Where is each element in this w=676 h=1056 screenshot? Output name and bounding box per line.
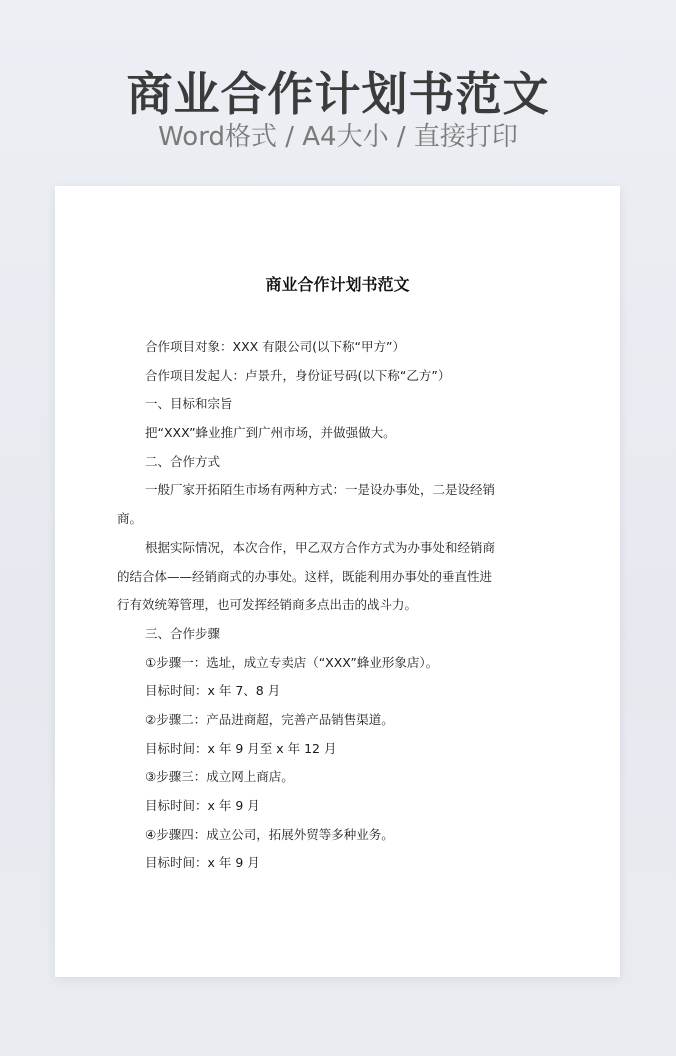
paragraph-line: 的结合体——经销商式的办事处。这样，既能利用办事处的垂直性进	[117, 568, 493, 584]
step-four-target-time: 目标时间：x 年 9 月	[145, 855, 260, 871]
project-initiator-line: 合作项目发起人：卢景升，身份证号码(以下称“乙方”）	[145, 367, 451, 383]
step-three-target-time: 目标时间：x 年 9 月	[145, 798, 260, 813]
goals-text: 把“XXX”蜂业推广到广州市场，并做强做大。	[145, 425, 396, 441]
paragraph-line: 商。	[117, 511, 143, 527]
step-two-target-time: 目标时间：x 年 9 月至 x 年 12 月	[145, 740, 337, 756]
step-two: ②步骤二：产品进商超，完善产品销售渠道。	[145, 711, 394, 727]
section-heading-cooperation-mode: 二、合作方式	[145, 453, 221, 469]
paragraph-cooperation-detail	[117, 534, 535, 620]
step-three: ③步骤三：成立网上商店。	[145, 769, 294, 785]
banner-title: 商业合作计划书范文	[126, 67, 550, 121]
step-one-target-time: 目标时间：x 年 7、8 月	[145, 683, 281, 699]
step-four: ④步骤四：成立公司，拓展外贸等多种业务。	[145, 826, 394, 842]
section-heading-goals: 一、目标和宗旨	[145, 396, 233, 412]
project-target-line: 合作项目对象：XXX 有限公司(以下称“甲方”）	[145, 339, 405, 354]
banner-subtitle: Word格式 / A4大小 / 直接打印	[158, 122, 518, 152]
paragraph-market-entry	[117, 476, 535, 533]
document-page	[55, 186, 620, 977]
step-one: ①步骤一：选址，成立专卖店（“XXX”蜂业形象店）。	[145, 654, 439, 670]
paragraph-line: 一般厂家开拓陌生市场有两种方式：一是设办事处，二是设经销	[145, 482, 496, 498]
paragraph-line: 行有效统筹管理，也可发挥经销商多点出击的战斗力。	[117, 597, 418, 613]
section-heading-steps: 三、合作步骤	[145, 625, 221, 641]
document-body	[117, 333, 535, 878]
document-title: 商业合作计划书范文	[265, 275, 410, 294]
paragraph-line: 根据实际情况，本次合作，甲乙双方合作方式为办事处和经销商	[145, 539, 496, 555]
